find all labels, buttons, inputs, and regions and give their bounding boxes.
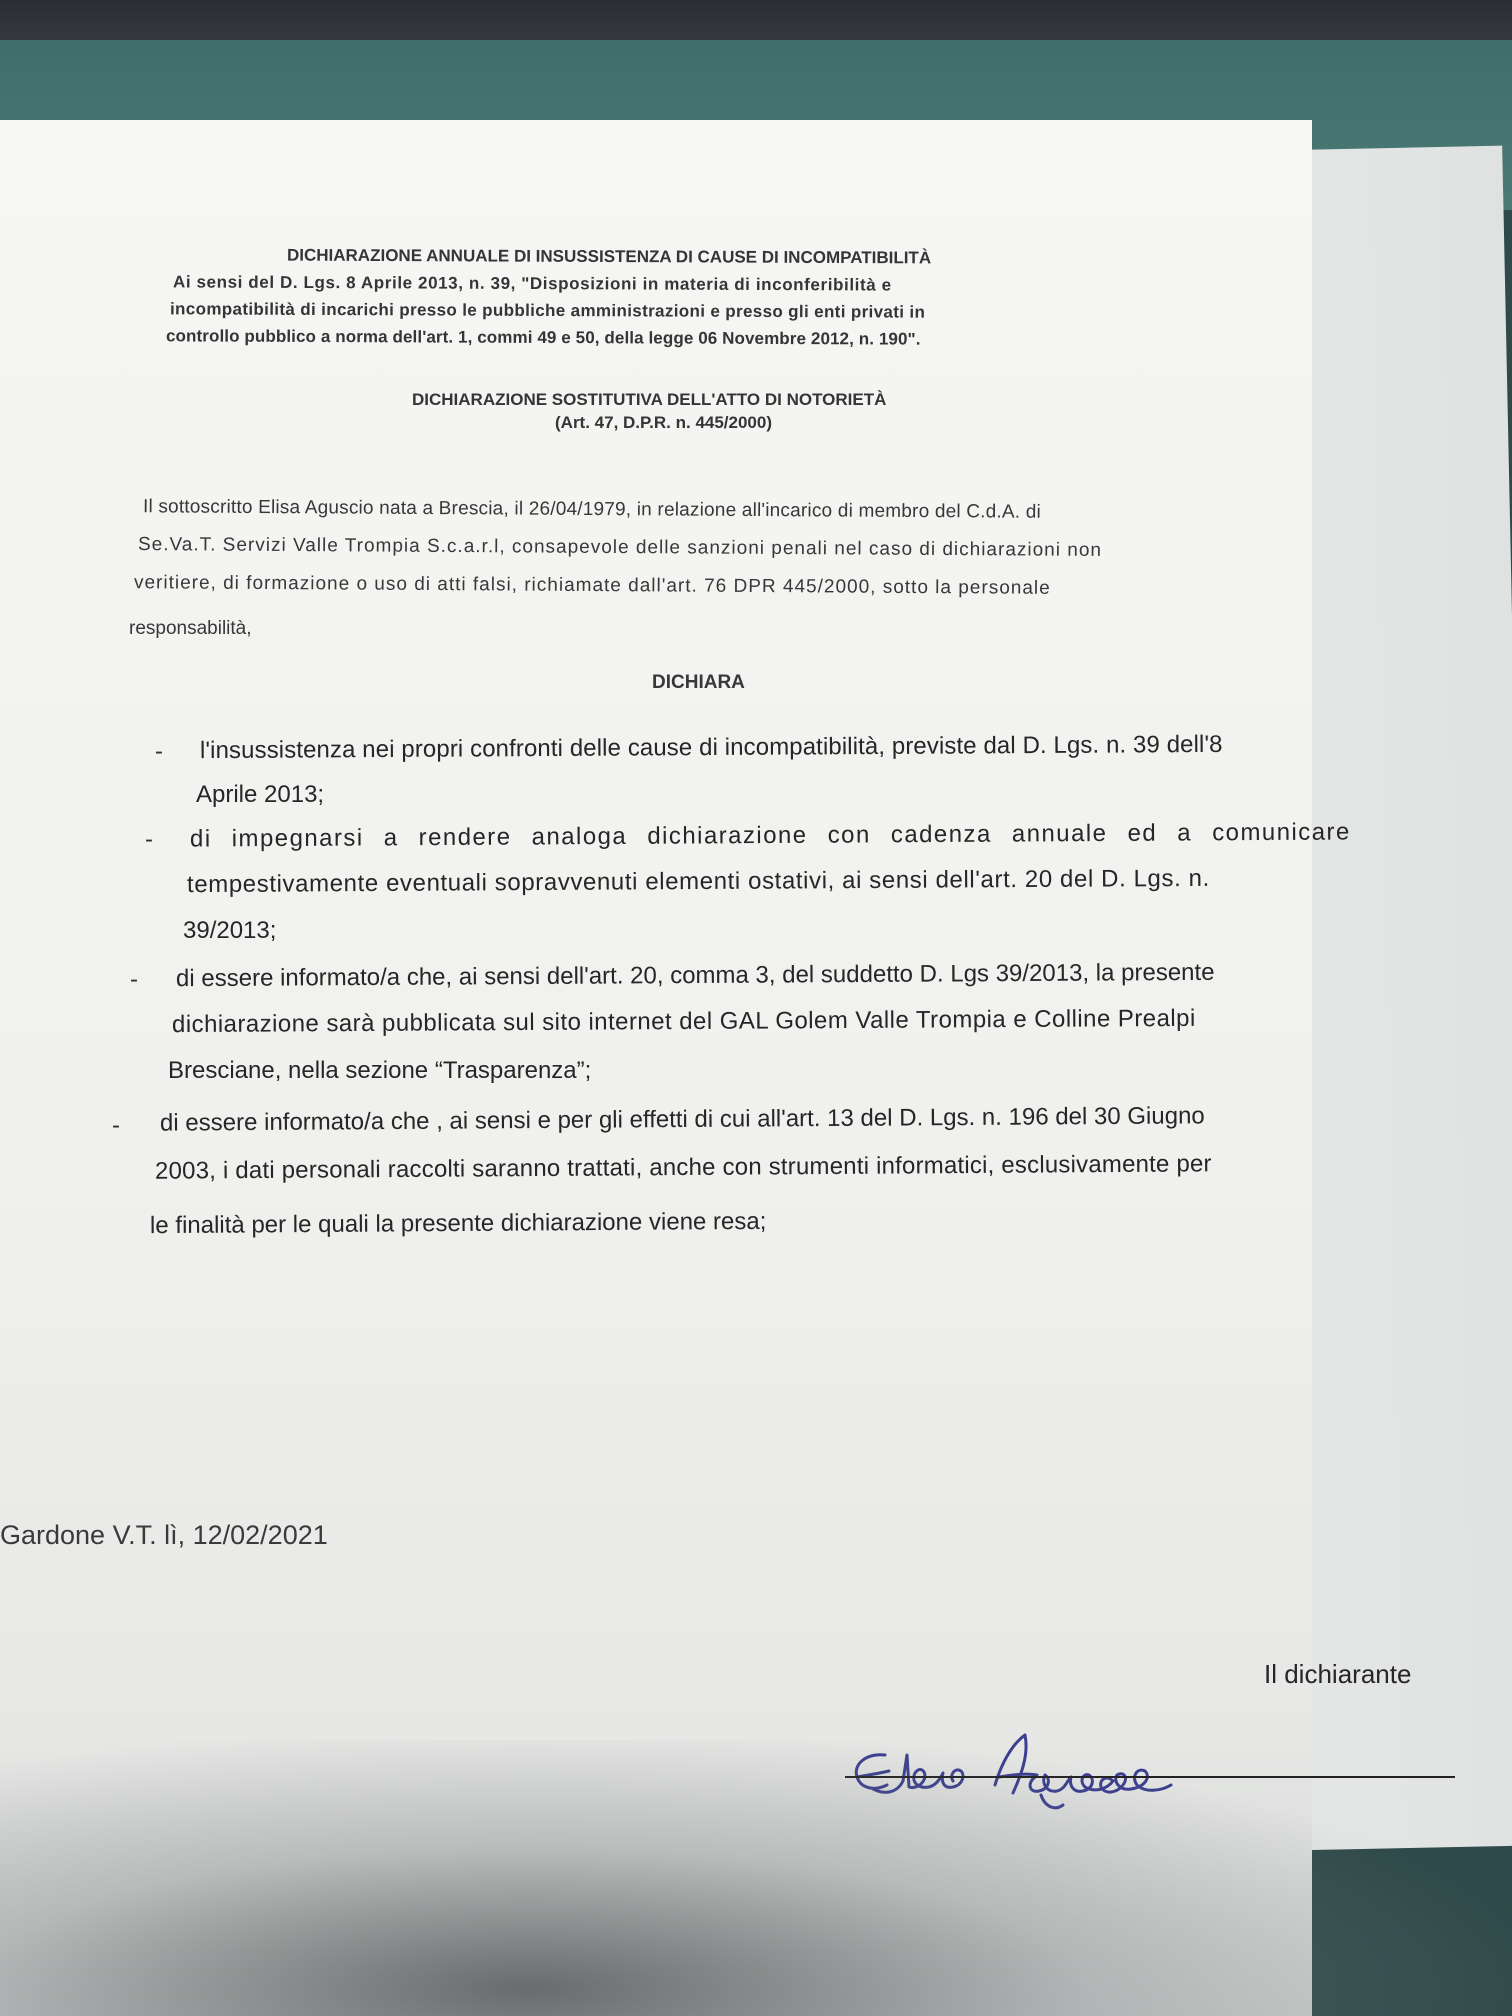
subtitle-article: (Art. 47, D.P.R. n. 445/2000) bbox=[555, 413, 773, 432]
signature bbox=[845, 1715, 1245, 1825]
list-bullet: - bbox=[112, 1112, 120, 1139]
signatory-label: Il dichiarante bbox=[1264, 1659, 1412, 1689]
list-item: l'insussistenza nei propri confronti delle cause di incompatibilità, previste dal D. Lgs. n. 39 dell'8 bbox=[199, 730, 1223, 765]
list-item: di impegnarsi a rendere analoga dichiarazione con cadenza annuale ed a comunicare bbox=[189, 818, 1351, 853]
list-item-continuation: dichiarazione sarà pubblicata sul sito internet del GAL Golem Valle Trompia e Colline Prealpi bbox=[171, 1004, 1196, 1039]
intro-line-4: responsabilità, bbox=[129, 618, 252, 639]
list-item: di essere informato/a che, ai sensi dell'art. 20, comma 3, del suddetto D. Lgs 39/2013, la presente bbox=[175, 958, 1215, 993]
list-bullet: - bbox=[155, 738, 163, 765]
intro-line-1: Il sottoscritto Elisa Aguscio nata a Brescia, il 26/04/1979, in relazione all'incarico di membro del C.d.A. di bbox=[142, 496, 1042, 523]
list-item-continuation: tempestivamente eventuali sopravvenuti elementi ostativi, ai sensi dell'art. 20 del D. Lgs. n. bbox=[186, 864, 1210, 899]
intro-line-2: Se.Va.T. Servizi Valle Trompia S.c.a.r.l, consapevole delle sanzioni penali nel caso di dichiarazioni non bbox=[137, 534, 1103, 561]
list-item-continuation: 2003, i dati personali raccolti saranno trattati, anche con strumenti informatici, esclusivamente per bbox=[154, 1150, 1212, 1185]
list-item-continuation: le finalità per le quali la presente dichiarazione viene resa; bbox=[149, 1207, 767, 1240]
declare-heading: DICHIARA bbox=[652, 672, 745, 693]
list-item-continuation: Bresciane, nella sezione “Trasparenza”; bbox=[168, 1057, 592, 1084]
list-item: di essere informato/a che , ai sensi e per gli effetti di cui all'art. 13 del D. Lgs. n. 196 del 30 Giugno bbox=[159, 1102, 1205, 1137]
list-bullet: - bbox=[130, 966, 138, 993]
title-line-4: controllo pubblico a norma dell'art. 1, commi 49 e 50, della legge 06 Novembre 2012, n. 190". bbox=[165, 326, 921, 349]
signature-line bbox=[845, 1776, 1455, 1778]
title-line-3: incompatibilità di incarichi presso le pubbliche amministrazioni e presso gli enti privati in bbox=[169, 299, 926, 322]
document-title: DICHIARAZIONE ANNUALE DI INSUSSISTENZA DI CAUSE DI INCOMPATIBILITÀ bbox=[286, 245, 932, 268]
subtitle: DICHIARAZIONE SOSTITUTIVA DELL'ATTO DI NOTORIETÀ bbox=[412, 390, 887, 409]
list-bullet: - bbox=[145, 826, 153, 853]
list-item-continuation: Aprile 2013; bbox=[196, 781, 325, 808]
list-item-continuation: 39/2013; bbox=[183, 917, 277, 944]
title-line-2: Ai sensi del D. Lgs. 8 Aprile 2013, n. 39, "Disposizioni in materia di inconferibilità e bbox=[172, 272, 892, 295]
place-date: Gardone V.T. lì, 12/02/2021 bbox=[0, 1520, 328, 1550]
intro-line-3: veritiere, di formazione o uso di atti falsi, richiamate dall'art. 76 DPR 445/2000, sotto la personale bbox=[133, 572, 1051, 599]
